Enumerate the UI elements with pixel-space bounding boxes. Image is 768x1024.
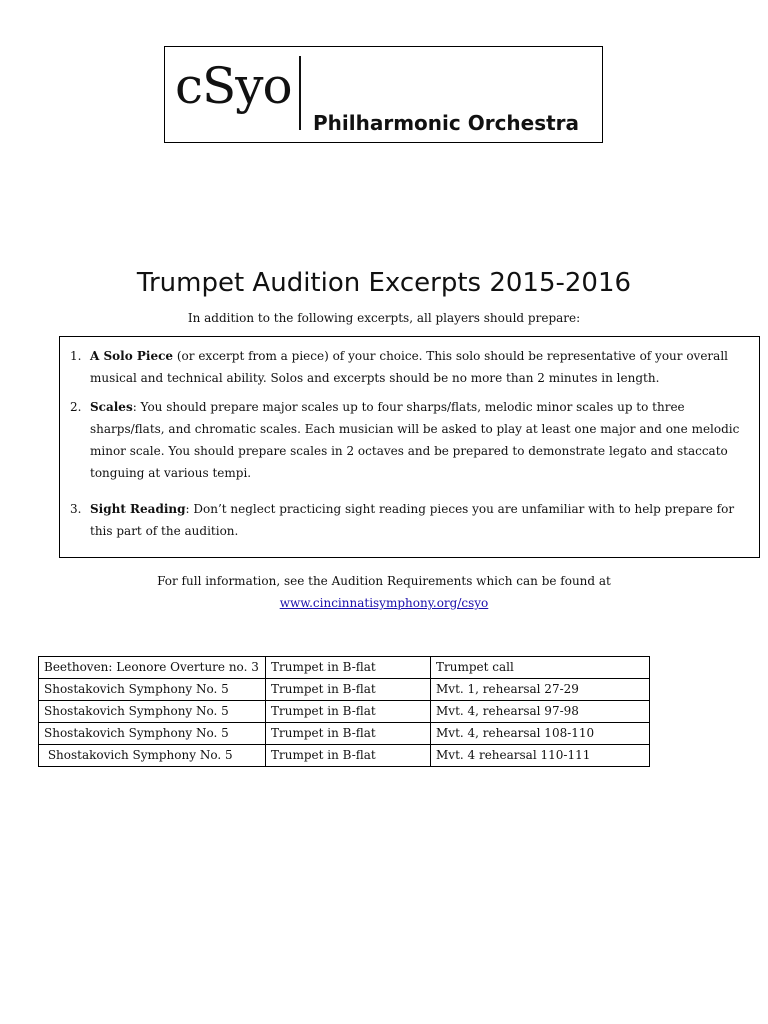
requirement-number: 2.: [70, 400, 82, 414]
requirement-heading: Sight Reading: [90, 502, 186, 516]
table-cell-work: Beethoven: Leonore Overture no. 3: [39, 657, 266, 679]
requirement-item: [70, 345, 745, 389]
table-cell-instrument: Trumpet in B-flat: [266, 657, 431, 679]
excerpts-table: [38, 656, 650, 767]
table-cell-passage: Trumpet call: [431, 657, 650, 679]
requirement-text: [90, 396, 745, 484]
logo-divider: [299, 56, 301, 130]
table-cell-passage: Mvt. 4, rehearsal 97-98: [431, 701, 650, 723]
requirement-number: 1.: [70, 349, 82, 363]
table-cell-passage: Mvt. 4 rehearsal 110-111: [431, 745, 650, 767]
table-cell-work: Shostakovich Symphony No. 5: [39, 745, 266, 767]
requirement-text: [90, 345, 745, 389]
requirements-box: [59, 336, 760, 558]
table-cell-instrument: Trumpet in B-flat: [266, 679, 431, 701]
table-row: [39, 745, 650, 767]
intro-text: In addition to the following excerpts, all players should prepare:: [187, 311, 581, 325]
table-row: [39, 723, 650, 745]
table-cell-passage: Mvt. 1, rehearsal 27-29: [431, 679, 650, 701]
table-cell-passage: Mvt. 4, rehearsal 108-110: [431, 723, 650, 745]
info-link[interactable]: www.cincinnatisymphony.org/csyo: [279, 596, 489, 610]
table-row: [39, 701, 650, 723]
requirement-heading: Scales: [90, 400, 133, 414]
logo: [164, 46, 603, 143]
table-cell-instrument: Trumpet in B-flat: [266, 723, 431, 745]
requirement-item: [70, 396, 745, 484]
table-cell-instrument: Trumpet in B-flat: [266, 745, 431, 767]
page-title: Trumpet Audition Excerpts 2015-2016: [136, 268, 632, 298]
table-cell-work: Shostakovich Symphony No. 5: [39, 701, 266, 723]
requirement-text: [90, 498, 745, 542]
logo-subtitle: Philharmonic Orchestra: [313, 111, 580, 135]
table-row: [39, 679, 650, 701]
table-cell-instrument: Trumpet in B-flat: [266, 701, 431, 723]
table-cell-work: Shostakovich Symphony No. 5: [39, 723, 266, 745]
logo-mark: cSyo: [175, 57, 292, 115]
requirement-item: [70, 498, 745, 542]
requirement-heading: A Solo Piece: [90, 349, 174, 363]
info-block: [0, 570, 768, 614]
requirement-number: 3.: [70, 502, 82, 516]
requirement-body: : You should prepare major scales up to four sharps/flats, melodic minor scales up to three sharps/flats, and chromatic scales. Each musician will be asked to play at least one major and one melodic minor scale. You should prepare scales in 2 octaves and be prepared to demonstrate legato and staccato tonguing at various tempi.: [90, 400, 740, 480]
table-cell-work: Shostakovich Symphony No. 5: [39, 679, 266, 701]
info-text: For full information, see the Audition Requirements which can be found at: [157, 574, 611, 588]
requirement-body: (or excerpt from a piece) of your choice. This solo should be representative of your overall musical and technical ability. Solos and excerpts should be no more than 2 minutes in length.: [90, 349, 728, 385]
table-row: [39, 657, 650, 679]
requirement-body: : Don’t neglect practicing sight reading pieces you are unfamiliar with to help prepare for this part of the audition.: [90, 502, 735, 538]
